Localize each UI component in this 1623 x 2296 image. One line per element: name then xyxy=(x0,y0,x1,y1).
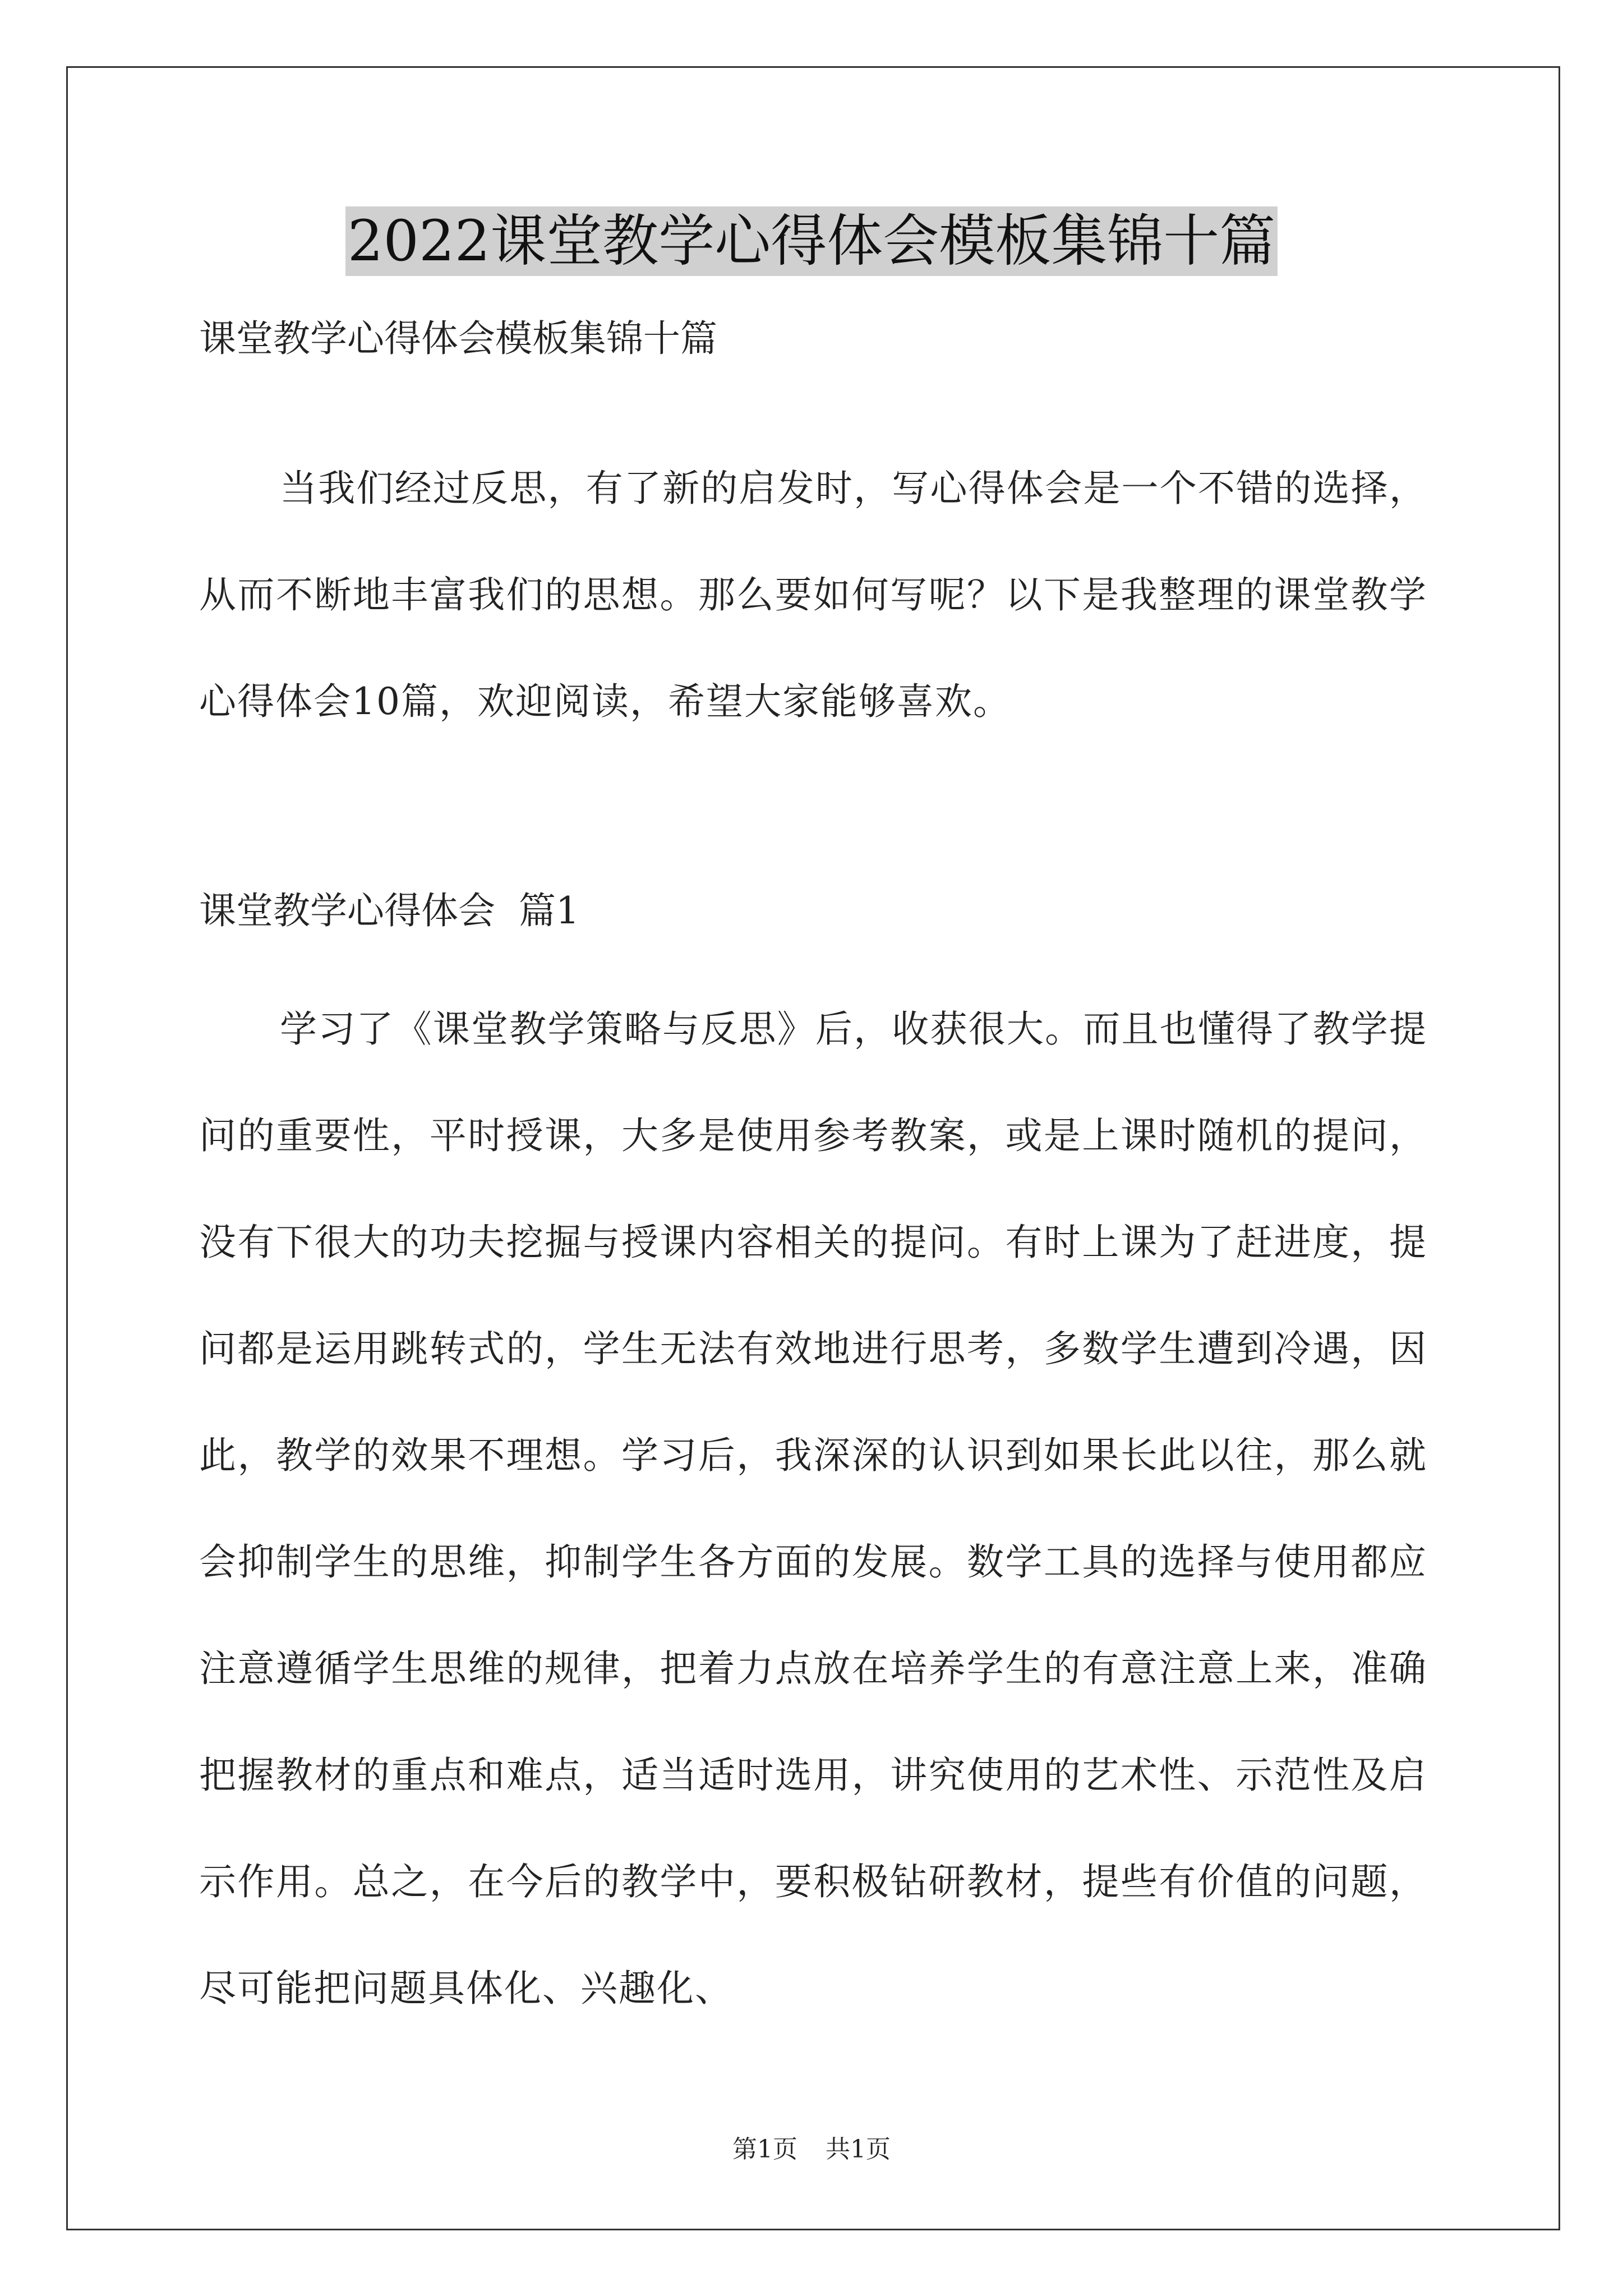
document-subtitle: 课堂教学心得体会模板集锦十篇 xyxy=(199,317,717,360)
page-total: 共1页 xyxy=(826,2135,891,2164)
intro-paragraph: 当我们经过反思，有了新的启发时，写心得体会是一个不错的选择，从而不断地丰富我们的思想。那么要如何写呢？以下是我整理的课堂教学心得体会10篇，欢迎阅读，希望大家能够喜欢。 xyxy=(199,467,1427,723)
document-title xyxy=(0,206,1623,276)
page-footer xyxy=(0,2133,1623,2166)
document-title-text: 2022课堂教学心得体会模板集锦十篇 xyxy=(345,206,1278,276)
section-body-1: 学习了《课堂教学策略与反思》后，收获很大。而且也懂得了教学提问的重要性，平时授课，大多是使用参考教案，或是上课时随机的提问，没有下很大的功夫挖掘与授课内容相关的提问。有时上课为了赶进度，提问都是运用跳转式的，学生无法有效地进行思考，多数学生遭到冷遇，因此，教学的效果不理想。学习后，我深深的认识到如果长此以往，那么就会抑制学生的思维，抑制学生各方面的发展。数学工具的选择与使用都应注意遵循学生思维的规律，把着力点放在培养学生的有意注意上来，准确把握教材的重点和难点，适当适时选用，讲究使用的艺术性、示范性及启示作用。总之，在今后的教学中，要积极钻研教材，提些有价值的问题，尽可能把问题具体化、兴趣化、 xyxy=(199,1007,1427,2010)
section-heading-1: 课堂教学心得体会 篇1 xyxy=(199,889,579,932)
page-number: 第1页 xyxy=(732,2135,797,2164)
